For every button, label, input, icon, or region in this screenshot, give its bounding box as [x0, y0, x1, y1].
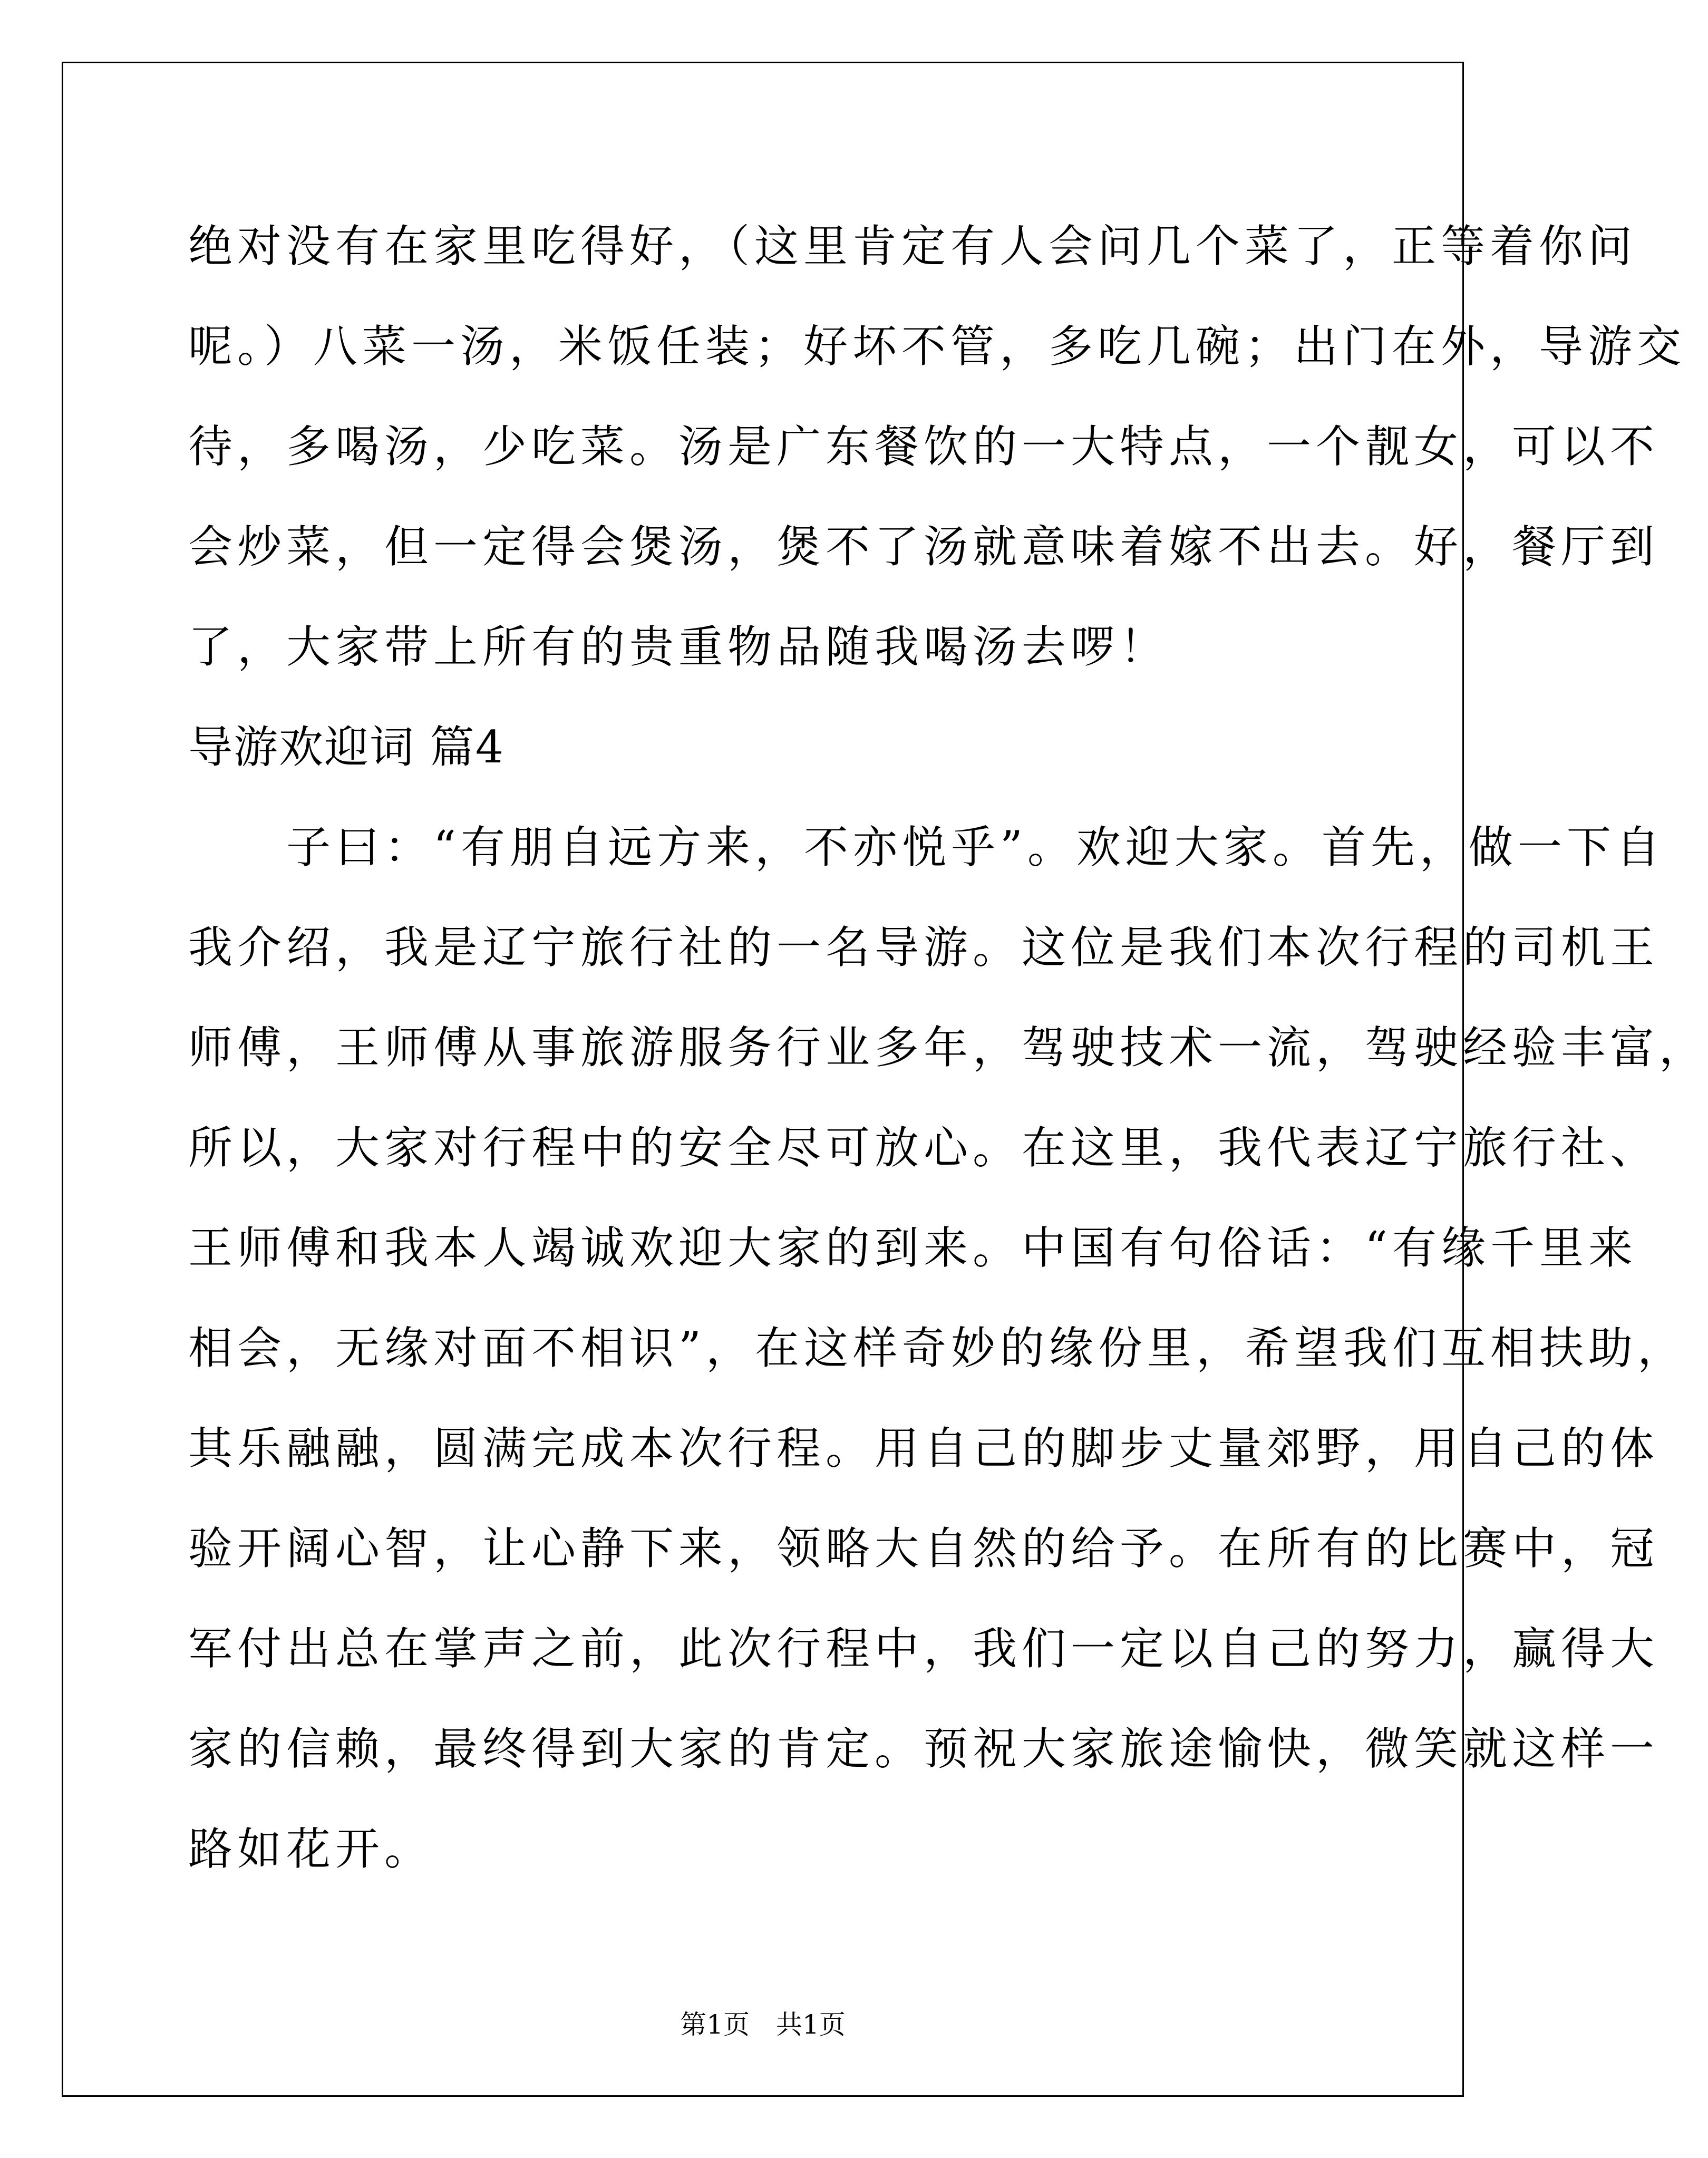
text-line: 验开阔心智，让心静下来，领略大自然的给予。在所有的比赛中，冠: [188, 1523, 1660, 1574]
text-line: 所以，大家对行程中的安全尽可放心。在这里，我代表辽宁旅行社、: [188, 1122, 1660, 1174]
text-line: 待，多喝汤，少吃菜。汤是广东餐饮的一大特点，一个靓女，可以不: [188, 421, 1660, 472]
text-line: 呢。）八菜一汤，米饭任装；好坏不管，多吃几碗；出门在外，导游交: [188, 321, 1686, 372]
text-line: 路如花开。: [188, 1823, 434, 1875]
text-line: 其乐融融，圆满完成本次行程。用自己的脚步丈量郊野，用自己的体: [188, 1422, 1660, 1474]
paragraph-1: [188, 196, 1686, 697]
text-line: 子曰：“有朋自远方来，不亦悦乎”。欢迎大家。首先，做一下自: [188, 821, 1665, 873]
text-line: 家的信赖，最终得到大家的肯定。预祝大家旅途愉快，微笑就这样一: [188, 1723, 1660, 1775]
paragraph-2: [188, 797, 1708, 1899]
page-number-footer: 第1页 共1页: [680, 2009, 846, 2040]
text-line: 相会，无缘对面不相识”，在这样奇妙的缘份里，希望我们互相扶助，: [188, 1322, 1686, 1374]
text-line: 王师傅和我本人竭诚欢迎大家的到来。中国有句俗话：“有缘千里来: [188, 1222, 1637, 1274]
text-line: 了，大家带上所有的贵重物品随我喝汤去啰！: [188, 621, 1169, 673]
text-line: 军付出总在掌声之前，此次行程中，我们一定以自己的努力，赢得大: [188, 1623, 1660, 1675]
text-line: 会炒菜，但一定得会煲汤，煲不了汤就意味着嫁不出去。好，餐厅到: [188, 521, 1660, 573]
text-line: 我介绍，我是辽宁旅行社的一名导游。这位是我们本次行程的司机王: [188, 922, 1660, 973]
text-line: 绝对没有在家里吃得好，（这里肯定有人会问几个菜了，正等着你问: [188, 220, 1637, 272]
document-body: [188, 196, 1708, 1899]
section-heading: 导游欢迎词 篇4: [188, 721, 505, 773]
text-line: 师傅，王师傅从事旅游服务行业多年，驾驶技术一流，驾驶经验丰富，: [188, 1022, 1708, 1073]
